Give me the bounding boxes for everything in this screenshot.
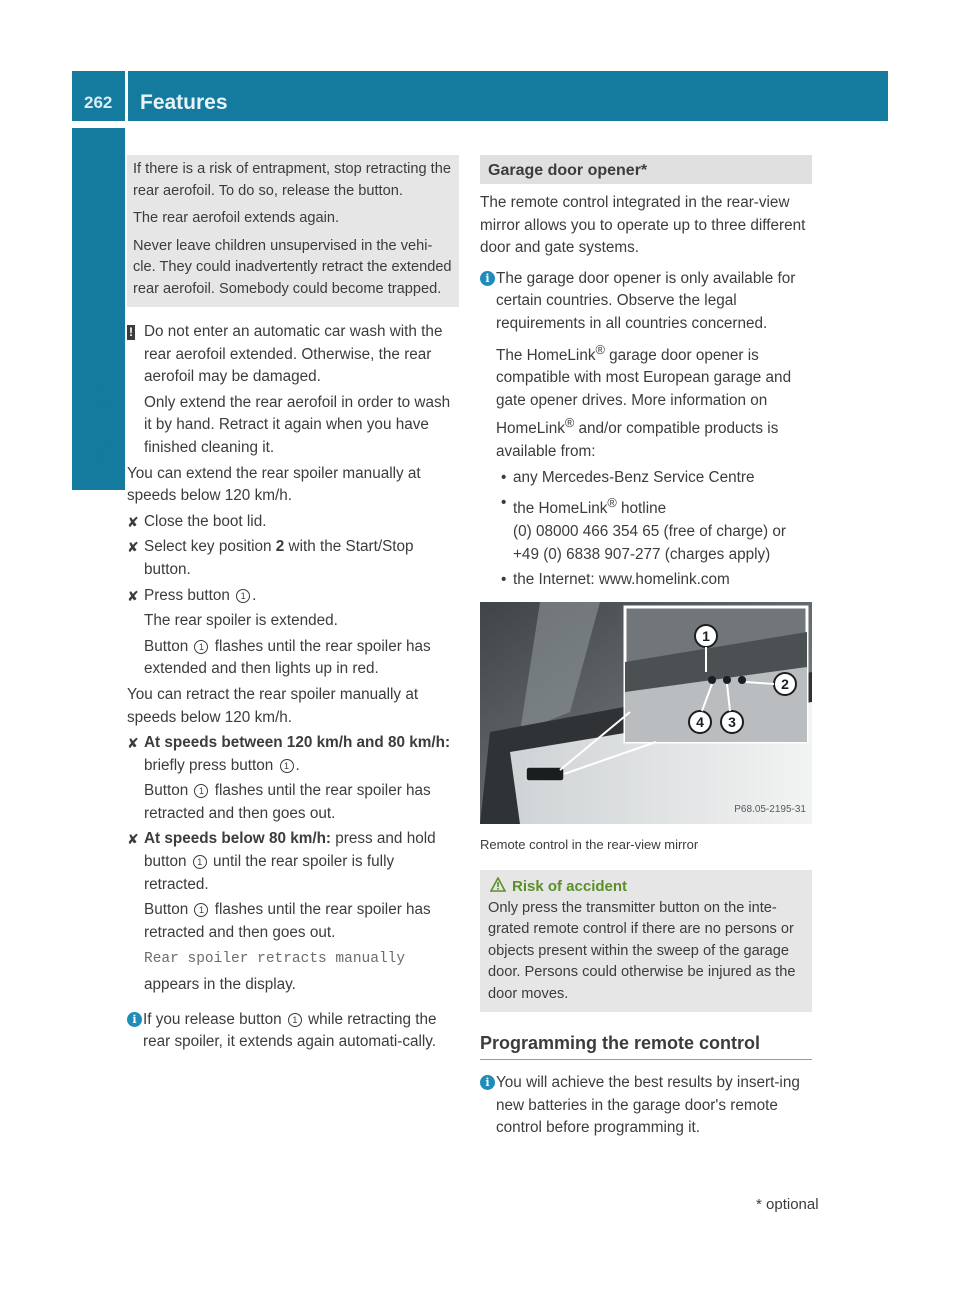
bullet-icon: • bbox=[501, 468, 507, 486]
figure-caption: Remote control in the rear-view mirror bbox=[480, 836, 699, 852]
figure-label-2: 2 bbox=[781, 675, 789, 692]
figure-label-1: 1 bbox=[702, 627, 710, 644]
page-header bbox=[72, 71, 888, 121]
circled-1-icon: 1 bbox=[194, 640, 208, 654]
bullet-icon: • bbox=[501, 571, 507, 589]
step: ✘ Select key position 2 with the Start/Stop button. bbox=[127, 538, 414, 578]
circled-1-icon: 1 bbox=[236, 589, 250, 603]
exclamation-icon: ! bbox=[129, 325, 133, 339]
step-arrow-icon: ✘ bbox=[127, 587, 139, 604]
step: ✘ Press button 1 . bbox=[127, 585, 459, 608]
step-note: Button 1 flashes until the rear spoiler has retracted and then goes out. bbox=[144, 782, 431, 822]
step: ✘ At speeds between 120 km/h and 80 km/h: briefly press button 1 . bbox=[127, 734, 451, 774]
paragraph: You can retract the rear spoiler manually at speeds below 120 km/h. bbox=[127, 685, 419, 726]
notice: ! Do not enter an automatic car wash with the rear aerofoil extended. Otherwise, the rear aerofoil may be damaged. bbox=[129, 323, 443, 386]
step-result: The rear spoiler is extended. bbox=[144, 612, 338, 630]
notice-continued: Only extend the rear aerofoil in order to wash it by hand. Retract it again when you have finished cleaning it. bbox=[144, 393, 451, 456]
info-note: i You will achieve the best results by insert-ing new batteries in the garage door's remote control before programming it. bbox=[480, 1072, 812, 1140]
warning-text: Only press the transmitter button on the inte-grated remote control if there are no persons or objects present within the sweep of the garage door. Persons could otherwise be injured as the door moves. bbox=[488, 899, 796, 1002]
warning-box bbox=[127, 155, 459, 307]
list-item: • the HomeLink® hotline (0) 08000 466 354 65 (free of charge) or +49 (0) 6838 907-277 (charges apply) bbox=[501, 494, 786, 563]
box-text: The rear aerofoil extends again. bbox=[133, 210, 340, 226]
list-item: • any Mercedes-Benz Service Centre bbox=[496, 467, 812, 490]
display-suffix: appears in the display. bbox=[144, 976, 296, 994]
step-arrow-icon: ✘ bbox=[127, 831, 139, 848]
step-note: Button 1 flashes until the rear spoiler has retracted and then goes out. bbox=[144, 901, 431, 941]
circled-1-icon: 1 bbox=[194, 784, 208, 798]
subsection-heading: Programming the remote control bbox=[480, 1032, 812, 1060]
left-column bbox=[127, 155, 459, 1057]
warning-title: Risk of accident bbox=[488, 876, 806, 898]
info-icon: i bbox=[480, 1075, 495, 1090]
right-column bbox=[480, 155, 812, 1143]
box-text: If there is a risk of entrapment, stop retracting the rear aerofoil. To do so, release the button. bbox=[133, 161, 451, 199]
step-arrow-icon: ✘ bbox=[127, 539, 139, 556]
risk-warning-box bbox=[480, 870, 812, 1012]
step: ✘ At speeds below 80 km/h: press and hold button 1 until the rear spoiler is fully retracted. bbox=[127, 830, 436, 893]
figure-label-3: 3 bbox=[728, 713, 736, 730]
step-arrow-icon: ✘ bbox=[127, 513, 139, 530]
circled-1-icon: 1 bbox=[194, 903, 208, 917]
step-arrow-icon: ✘ bbox=[127, 735, 139, 752]
bullet-icon: • bbox=[501, 494, 507, 512]
header-divider bbox=[125, 71, 128, 121]
info-icon: i bbox=[480, 271, 495, 286]
paragraph: You can extend the rear spoiler manually at speeds below 120 km/h. bbox=[127, 464, 421, 505]
box-text: Never leave children unsupervised in the vehi-cle. They could inadvertently retract the extended rear aerofoil. Somebody could become trapped. bbox=[133, 237, 452, 297]
display-message: Rear spoiler retracts manually bbox=[144, 951, 406, 968]
circled-1-icon: 1 bbox=[288, 1013, 302, 1027]
side-label: Controls bbox=[88, 377, 113, 468]
info-note-continued: The HomeLink® garage door opener is compatible with most European garage and gate opener drives. More information on HomeLink® and/or compatible products is available from: bbox=[496, 341, 792, 461]
footer-note: * optional bbox=[756, 1196, 819, 1213]
figure-code: P68.05-2195-31 bbox=[734, 803, 806, 815]
paragraph: The remote control integrated in the rear-view mirror allows you to operate up to three different door and gate systems. bbox=[480, 194, 806, 257]
step: ✘ Close the boot lid. bbox=[127, 511, 459, 534]
list-item: • the Internet: www.homelink.com bbox=[496, 569, 812, 592]
figure-label-4: 4 bbox=[696, 713, 704, 730]
circled-1-icon: 1 bbox=[193, 855, 207, 869]
info-note: i The garage door opener is only available for certain countries. Observe the legal requirements in all countries concerned. bbox=[480, 268, 812, 336]
info-note: i If you release button 1 while retracting the rear spoiler, it extends again automati-cally. bbox=[127, 1009, 459, 1054]
mirror-illustration bbox=[480, 602, 812, 824]
info-icon: i bbox=[127, 1012, 142, 1027]
rear-view-mirror-photo bbox=[480, 602, 812, 824]
page-number: 262 bbox=[84, 93, 113, 112]
warning-triangle-icon bbox=[490, 877, 506, 899]
step-note: Button 1 flashes until the rear spoiler has extended and then lights up in red. bbox=[144, 637, 431, 678]
chapter-title: Features bbox=[140, 91, 228, 114]
circled-1-icon: 1 bbox=[280, 759, 294, 773]
section-title: Garage door opener* bbox=[480, 155, 812, 184]
